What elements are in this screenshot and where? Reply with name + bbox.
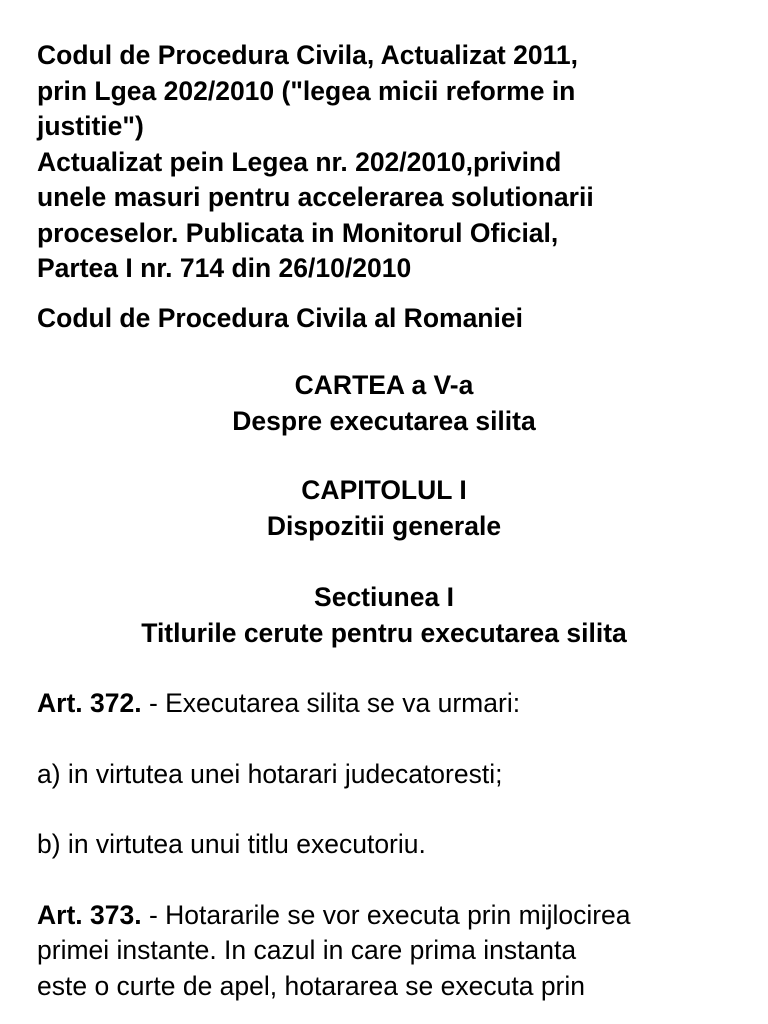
section-heading: Sectiunea I — [314, 582, 454, 612]
header-line: Partea I nr. 714 din 26/10/2010 — [37, 253, 412, 283]
article-373-line: primei instante. In cazul in care prima instanta — [37, 935, 577, 965]
header-line: prin Lgea 202/2010 ("legea micii reforme in — [37, 75, 576, 106]
document-page — [37, 38, 737, 1004]
header-line: Actualizat pein Legea nr. 202/2010,privind — [37, 146, 562, 177]
chapter-heading-block — [37, 473, 731, 544]
book-heading-block — [37, 368, 731, 439]
book-title: Despre executarea silita — [232, 405, 536, 436]
article-label: Art. 373. — [37, 899, 142, 930]
header-line: Codul de Procedura Civila, Actualizat 2011, — [37, 40, 578, 70]
article-373-line: este o curte de apel, hotararea se executa prin — [37, 970, 586, 1001]
article-text: - Executarea silita se va urmari: — [141, 688, 521, 718]
chapter-title: Dispozitii generale — [266, 510, 502, 541]
header-line: proceselor. Publicata in Monitorul Oficial, — [37, 217, 559, 248]
section-title: Titlurile cerute pentru executarea silita — [141, 617, 627, 648]
list-item: b) in virtutea unui titlu executoriu. — [37, 829, 426, 859]
article-373 — [37, 898, 737, 1005]
document-header — [37, 38, 737, 287]
article-text: - Hotararile se vor executa prin mijlocirea — [141, 899, 631, 930]
section-heading-block — [37, 580, 731, 651]
list-item: a) in virtutea unei hotarari judecatoresti; — [37, 758, 503, 789]
header-line: unele masuri pentru accelerarea solutionarii — [37, 182, 594, 212]
header-line: justitie") — [37, 111, 144, 141]
chapter-heading: CAPITOLUL I — [301, 475, 467, 505]
article-372 — [37, 686, 737, 722]
article-373-line — [37, 898, 737, 934]
article-label: Art. 372. — [37, 688, 142, 718]
book-heading: CARTEA a V-a — [294, 370, 474, 400]
document-subtitle: Codul de Procedura Civila al Romaniei — [37, 302, 523, 333]
